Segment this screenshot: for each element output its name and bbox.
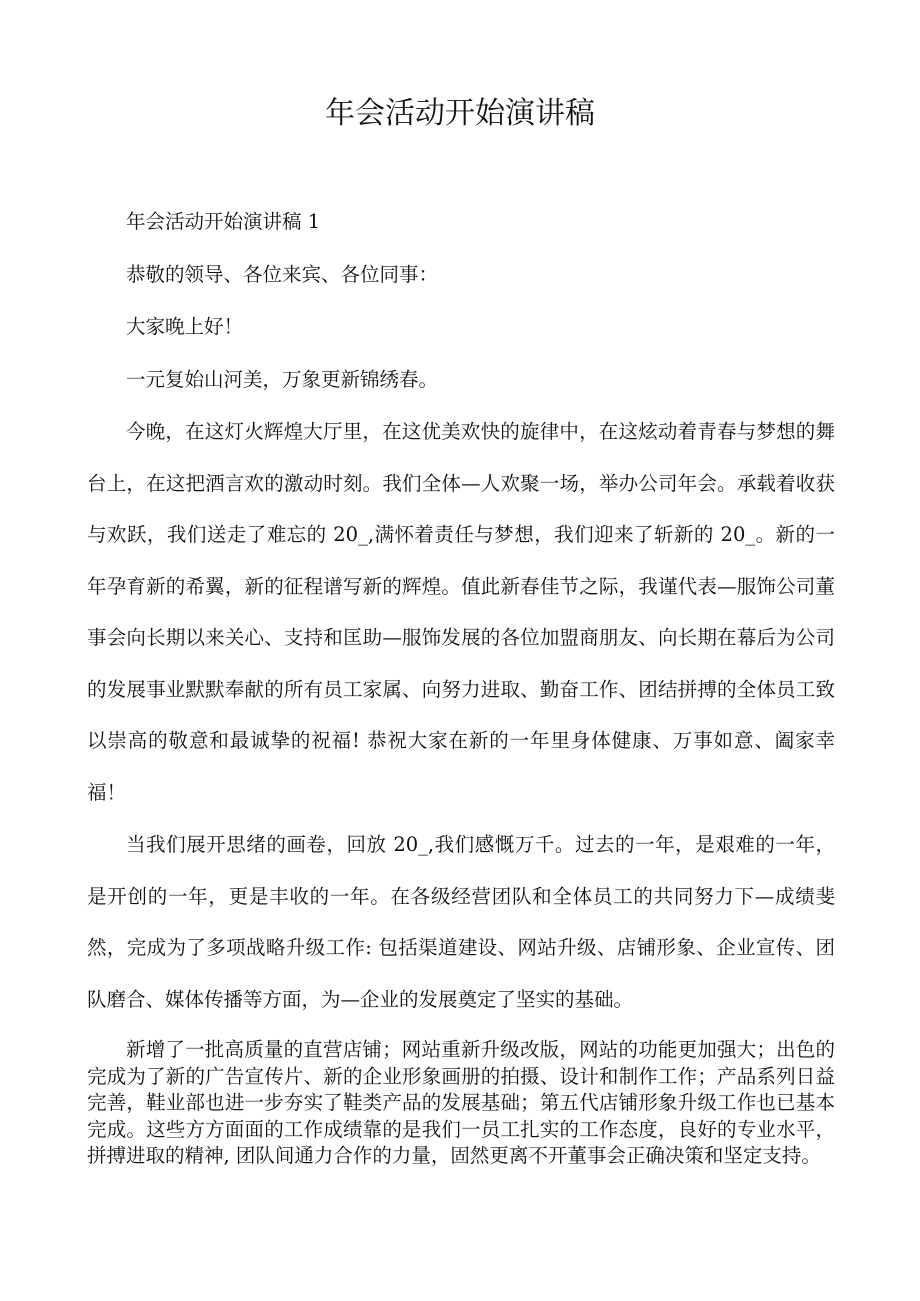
paragraph-couplet: 一元复始山河美，万象更新锦绣春。 [126, 367, 439, 391]
paragraph-tonight: 今晚，在这灯火辉煌大厅里，在这优美欢快的旋律中，在这炫动着青春与梦想的舞台上，在这把酒言欢的激动时刻。我们全体—人欢聚一场，举办公司年会。承载着收获与欢跃，我们送走了难忘的 20_,满怀着责任与梦想，我们迎来了斩新的 20_。新的一年孕育新的希翼，新的征程谱写新的辉煌。值此新春佳节之际，我谨代表—服饰公司董事会向长期以来关心、支持和匡助—服饰发展的各位加盟商朋友、向长期在幕后为公司的发展事业默默奉献的所有员工家属、向努力进取、勤奋工作、团结拼搏的全体员工致以崇高的敬意和最诚挚的祝福! 恭祝大家在新的一年里身体健康、万事如意、阖家幸福！ [87, 420, 835, 804]
paragraph-review: 当我们展开思绪的画卷，回放 20_,我们感慨万千。过去的一年，是艰难的一年，是开创的一年，更是丰收的一年。在各级经营团队和全体员工的共同努力下—成绩斐然，完成为了多项战略升级工作: 包括渠道建设、网站升级、店铺形象、企业宣传、团队磨合、媒体传播等方面，为—企业的发展奠定了坚实的基础。 [87, 833, 835, 1011]
paragraph-salutation: 恭敬的领导、各位来宾、各位同事： [126, 262, 439, 286]
document-title: 年会活动开始演讲稿 [325, 96, 595, 131]
paragraph-heading: 年会活动开始演讲稿 1 [126, 210, 321, 233]
paragraph-greeting: 大家晚上好！ [126, 315, 244, 338]
paragraph-achievements: 新增了一批高质量的直营店铺；网站重新升级改版，网站的功能更加强大；出色的完成为了新的广告宣传片、新的企业形象画册的拍摄、设计和制作工作；产品系列日益完善，鞋业部也进一步夯实了鞋类产品的发展基础；第五代店铺形象升级工作也已基本完成。这些方方面面的工作成绩靠的是我们一员工扎实的工作态度，良好的专业水平，拼搏进取的精神, 团队间通力合作的力量，固然更离不开董事会正确决策和坚定支持。 [87, 1038, 835, 1167]
document-body [87, 196, 835, 1170]
